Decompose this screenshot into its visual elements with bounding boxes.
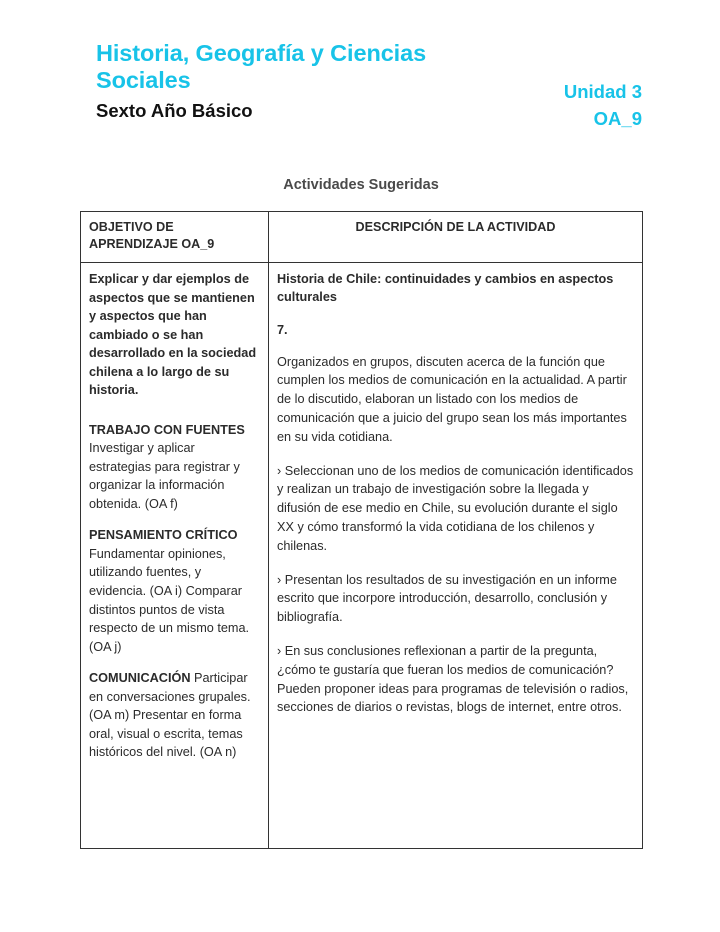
grade-level-title: Sexto Año Básico <box>96 99 253 121</box>
activities-table <box>80 211 643 849</box>
table-header-row <box>81 212 643 263</box>
activity-bullet-3: › En sus conclusiones reflexionan a partir de la pregunta, ¿cómo te gustaría que fueran los medios de comunicación? Pueden proponer ideas para programas de televisión o radios, secciones de diarios o revistas, blogs de internet, entre otros. <box>277 643 629 715</box>
document-header <box>96 40 642 131</box>
skill-name-fuentes: TRABAJO CON FUENTES <box>89 422 245 437</box>
activity-bullet-1: › Seleccionan uno de los medios de comunicación identificados y realizan un trabajo de investigación sobre la llegada y difusión de ese medio en Chile, su evolución durante el siglo XX y cómo transformó la vida cotidiana de los chilenos y chilenas. <box>277 463 634 553</box>
skill-block-comunicacion <box>89 669 260 762</box>
column-header-description: DESCRIPCIÓN DE LA ACTIVIDAD <box>269 212 643 263</box>
skill-name-comunicacion: COMUNICACIÓN <box>89 671 191 686</box>
description-cell <box>269 263 643 849</box>
skill-block-critico <box>89 526 260 656</box>
skill-text-comunicacion: Participar en conversaciones grupales. (OA m) Presentar en forma oral, visual o escrita, temas históricos del nivel. (OA n) <box>89 671 251 760</box>
skill-text-fuentes: Investigar y aplicar estrategias para registrar y organizar la información obtenida. (OA f) <box>89 441 240 511</box>
activity-heading: Historia de Chile: continuidades y cambios en aspectos culturales <box>277 272 614 305</box>
activity-number: 7. <box>277 322 288 337</box>
header-left-group <box>96 40 558 122</box>
skill-block-fuentes <box>89 421 260 514</box>
activity-intro-paragraph: Organizados en grupos, discuten acerca de la función que cumplen los medios de comunicación en la actualidad. A partir de lo discutido, elaboran un listado con los medios de comunicación que a juicio del grupo sean los más importantes en su vida cotidiana. <box>277 354 627 444</box>
activity-bullet-2: › Presentan los resultados de su investigación en un informe escrito que incorpore introducción, desarrollo, conclusión y bibliografía. <box>277 572 617 625</box>
unit-label: Unidad 3 <box>563 81 642 102</box>
column-header-objective: OBJETIVO DE APRENDIZAJE OA_9 <box>81 212 269 263</box>
objective-cell <box>81 263 269 849</box>
table-row <box>81 263 643 849</box>
objective-statement: Explicar y dar ejemplos de aspectos que se mantienen y aspectos que han cambiado o se han desarrollado en la sociedad chilena a lo largo de su historia. <box>89 272 257 398</box>
skill-name-critico: PENSAMIENTO CRÍTICO <box>89 528 238 543</box>
skill-text-critico: Fundamentar opiniones, utilizando fuentes, y evidencia. (OA i) Comparar distintos puntos de vista respecto de un mismo tema. (OA j) <box>89 546 250 654</box>
subject-title: Historia, Geografía y Ciencias Sociales <box>96 40 427 94</box>
oa-code-label: OA_9 <box>593 108 642 130</box>
header-right-group <box>558 40 642 131</box>
section-title: Actividades Sugeridas <box>283 177 439 193</box>
